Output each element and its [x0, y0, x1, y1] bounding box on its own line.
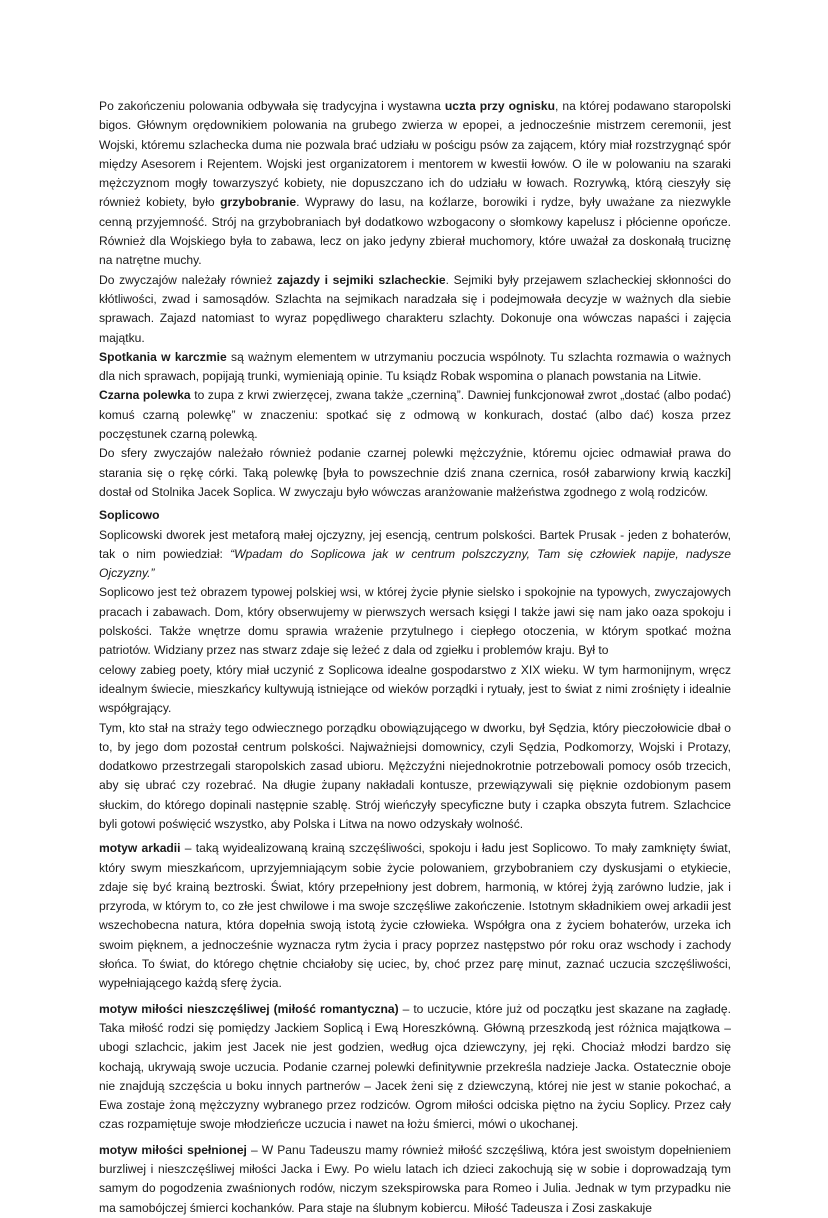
paragraph [99, 839, 731, 993]
bold-term: grzybobranie [220, 195, 297, 210]
bold-term: zajazdy i sejmiki szlacheckie [276, 272, 446, 287]
paragraph [99, 1141, 731, 1218]
text-run: Do zwyczajów należały również [99, 272, 277, 287]
paragraph [99, 97, 731, 271]
paragraph [99, 526, 731, 584]
bold-term: Czarna polewka [99, 388, 191, 403]
bold-term: Spotkania w karczmie [99, 349, 227, 364]
bold-term: motyw arkadii [99, 841, 181, 856]
text-run: Soplicowski dworek jest metaforą małej ojczyzny, jej esencją, centrum polskości. Bartek Prusak - jeden z bohaterów, tak o nim powiedział: [99, 527, 731, 561]
text-run: są ważnym elementem w utrzymaniu poczucia wspólnoty. Tu szlachta rozmawia o ważnych dla nich sprawach, popijają trunki, wymieniają opinie. Tu ksiądz Robak wspomina o planach powstania na Litwie. [99, 349, 731, 384]
bold-term: motyw miłości spełnionej [99, 1142, 247, 1157]
bold-term: uczta przy ognisku [444, 99, 556, 113]
paragraph [99, 444, 731, 502]
text-run: Po zakończeniu polowania odbywała się tradycyjna i wystawna [99, 99, 445, 113]
text-run: , na której podawano staropolski bigos. Głównym orędownikiem polowania na grubego zwierza w epopei, a jednocześnie mistrzem ceremonii, jest Wojski, któremu szlachecka duma nie pozwala brać udziału w pościgu psów za zającem, który miał rozstrzygnąć spór między Asesorem i Rejentem. Wojski jest organizatorem i mentorem w kwestii łowów. O ile w polowaniu na szaraki mężczyznom mogły towarzyszyć kobiety, nie dopuszczano ich do udziału w łowach. Rozrywką, którą cieszyły się również kobiety, było [99, 99, 731, 210]
quote-text: “Wpadam do Soplicowa jak w centrum polszczyzny, Tam się człowiek napije, nadysze Ojczyzny.” [99, 546, 731, 581]
paragraph [99, 271, 731, 348]
text-run: to zupa z krwi zwierzęcej, zwana także „czerniną”. Dawniej funkcjonował zwrot „dostać (albo podać) komuś czarną polewkę” w znaczeniu: spotkać się z odmową w konkurach, dostać (albo dać) kosza przez poczęstunek czarną polewką. [99, 388, 732, 442]
paragraph [99, 1000, 731, 1135]
bold-term: motyw miłości nieszczęśliwej (miłość romantyczna) [99, 1001, 399, 1016]
text-run: celowy zabieg poety, który miał uczynić z Soplicowa idealne gospodarstwo z XIX wieku. W tym harmonijnym, wręcz idealnym świecie, mieszkańcy kultywują istniejące od wieków porządki i rytuały, jest to świat z nimi zrośnięty i idealnie współgrający. [99, 662, 731, 716]
paragraph [99, 719, 731, 835]
section-heading-soplicowo: Soplicowo [99, 508, 160, 523]
section-customs [99, 97, 731, 502]
paragraph [99, 386, 731, 444]
text-run: . Wyprawy do lasu, na koźlarze, borowiki i rydze, były uważane za niezwykle cenną przyjemność. Strój na grzybobraniach był dodatkowo wzbogacony o słomkowy kapelusz i płócienne opończe. Również dla Wojskiego była to zabawa, lecz on jako jedyny zbierał muchomory, które uważał za doskonałą truciznę na natrętne muchy. [99, 195, 731, 268]
text-run: Tym, kto stał na straży tego odwiecznego porządku obowiązującego w dworku, był Sędzia, który pieczołowicie dbał o to, by jego dom pozostał centrum polskości. Najważniejsi domownicy, czyli Sędzia, Podkomorzy, Wojski i Protazy, dodatkowo przestrzegali staropolskich zasad ubioru. Mężczyźni niejednokrotnie potrzebowali pomocy osób trzecich, aby się ubrać czy rozebrać. Na długie żupany nakładali kontusze, przewiązywali się pięknie ozdobionym pasem słuckim, do którego dopinali następnie szablę. Strój wieńczyły specyficzne buty i czapka obszyta futrem. Szlachcice byli gotowi poświęcić wszystko, aby Polska i Litwa na nowo odzyskały wolność. [99, 720, 731, 831]
text-run: – to uczucie, które już od początku jest skazane na zagładę. Taka miłość rodzi się pomiędzy Jackiem Soplicą i Ewą Horeszkówną. Główną przeszkodą jest różnica majątkowa – ubogi szlachcic, jakim jest Jacek nie jest godzien, według ojca dziewczyny, jej ręki. Chociaż młodzi bardzo się kochają, ukrywają swoje uczucia. Podanie czarnej polewki definitywnie przekreśla nadzieje Jacka. Ostatecznie oboje nie znajdują szczęścia u boku innych partnerów – Jacek żeni się z dziewczyną, której nie jest w stanie pokochać, a Ewa zostaje żoną mężczyzny wybranego przez rodziców. Ogrom miłości odciska piętno na życiu Soplicy. Przez cały czas rozpamiętuje swoje młodzieńcze uczucia i nawet na łożu śmierci, mówi o ukochanej. [99, 1001, 731, 1132]
text-run: – W Panu Tadeuszu mamy również miłość szczęśliwą, która jest swoistym dopełnieniem burzliwej i nieszczęśliwej miłości Jacka i Ewy. Po wielu latach ich dzieci zakochują się w sobie i doprowadzają tym samym do pogodzenia zwaśnionych rodów, niczym szekspirowska para Romeo i Julia. Jednak w tym przypadku nie ma samobójczej śmierci kochanków. Para staje na ślubnym kobiercu. Miłość Tadeusza i Zosi zaskakuje [99, 1142, 731, 1215]
paragraph [99, 661, 731, 719]
section-soplicowo [99, 526, 731, 835]
text-run: . Sejmiki były przejawem szlacheckiej skłonności do kłótliwości, zwad i samosądów. Szlachta na sejmikach naradzała się i podejmowała decyzje w ważnych dla siebie sprawach. Zajazd natomiast to wyraz popędliwego charakteru szlachty. Dokonuje ona wówczas napaści i zajęcia majątku. [99, 272, 731, 345]
text-run: Do sfery zwyczajów należało również podanie czarnej polewki mężczyźnie, któremu ojciec odmawiał prawa do starania się o rękę córki. Taką polewkę [była to powszechnie dziś znana czernica, rosół zabarwiony krwią kaczki] dostał od Stolnika Jacek Soplica. W zwyczaju było wówczas aranżowanie małżeństwa zgodnego z wolą rodziców. [99, 446, 731, 499]
text-run: Soplicowo jest też obrazem typowej polskiej wsi, w której życie płynie sielsko i spokojnie na typowych, zwyczajowych pracach i zabawach. Dom, który obserwujemy w pierwszych wersach księgi I także jawi się nam jako oaza spokoju i polskości. Także wnętrze domu sprawia wrażenie przytulnego i ciepłego otoczenia, w którym spotkać można patriotów. Widziany przez nas stwarz zdaje się leżeć z dala od zgiełku i problemów kraju. Był to [99, 585, 731, 658]
paragraph [99, 583, 731, 660]
section-motifs [99, 839, 731, 1218]
paragraph [99, 348, 731, 387]
text-run: – taką wyidealizowaną krainą szczęśliwości, spokoju i ładu jest Soplicowo. To mały zamknięty świat, który swym mieszkańcom, uprzyjemniającym sobie życie polowaniem, grzybobraniem czy dyskusjami o etykiecie, zdaje się być krainą beztroski. Świat, który przepełniony jest dobrem, harmonią, w której żyją zarówno ludzie, jak i przyroda, w którym to, co złe jest chwilowe i ma swoje szczęśliwe zakończenie. Istotnym składnikiem owej arkadii jest wszechobecna natura, która dopełnia swoją istotą życie człowieka. Współgra ona z życiem bohaterów, urzeka ich swoim pięknem, a jednocześnie wyznacza rytm życia i pracy poprzez następstwo pór roku oraz wschody i zachody słońca. To świat, do którego chętnie chciałoby się uciec, by, choć przez parę minut, zaznać uczucia szczęśliwości, wypełniającego każdą sferę życia. [99, 841, 731, 991]
